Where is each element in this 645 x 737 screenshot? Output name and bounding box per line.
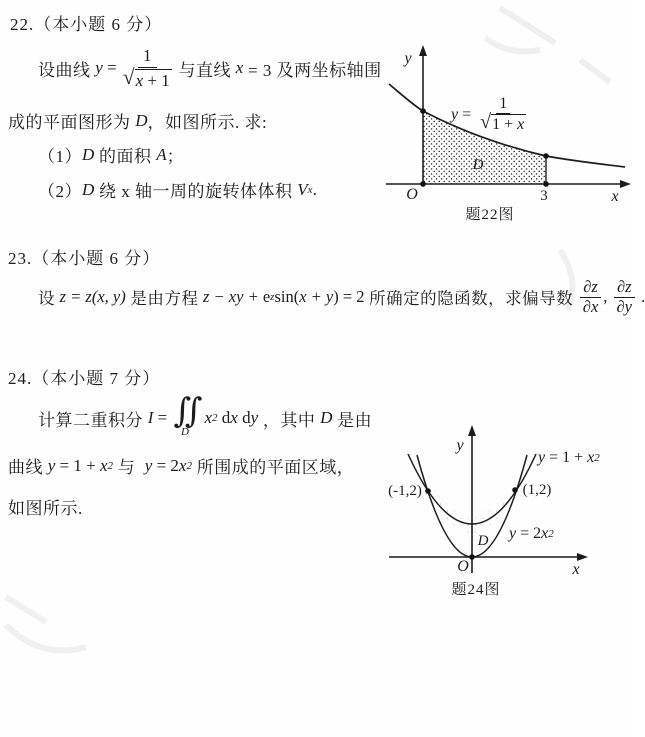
point-on-curve-x-3 xyxy=(543,153,549,159)
text-run: 的面积 xyxy=(94,147,157,166)
var-x: x xyxy=(135,70,144,90)
figure-24-caption: 题24图 xyxy=(451,582,501,598)
text-run: 所确定的隐函数，求偏导数 xyxy=(364,289,578,308)
equals-1-plus: = 1 + xyxy=(545,449,588,466)
var-D: D xyxy=(135,110,148,130)
text-run: 计算二重积分 xyxy=(38,410,148,430)
tick-label-3: 3 xyxy=(540,188,548,204)
origin-label: O xyxy=(406,186,418,203)
equals-sign: = xyxy=(102,58,121,77)
point-minus1-2 xyxy=(425,488,431,494)
text-run: 成的平面图形为 xyxy=(8,113,136,132)
text-run: ，其中 xyxy=(258,410,321,430)
equals-1-plus: = 1 + xyxy=(55,455,100,475)
var-D: D xyxy=(82,144,95,164)
var-x: x xyxy=(178,455,187,475)
differential-d: d xyxy=(217,408,231,427)
subscript-x: x xyxy=(307,183,313,196)
text-run: ，如图所示. 求: xyxy=(147,113,268,132)
equals-2: = 2 xyxy=(152,455,179,475)
x-axis-label: x xyxy=(572,561,580,578)
text-run: 是由方程 xyxy=(125,289,203,308)
var-y: y xyxy=(47,455,56,475)
superscript-2: 2 xyxy=(594,452,600,464)
text-run: 与直线 xyxy=(173,60,236,80)
y-axis-label: y xyxy=(456,437,464,454)
problem-22-heading: 22.（本小题 6 分） xyxy=(10,15,163,34)
x-axis-arrow xyxy=(620,180,631,188)
var-y: y xyxy=(509,525,517,542)
origin-label: O xyxy=(457,558,469,575)
math-z-minus-xy-plus: z − xy + xyxy=(203,287,263,306)
x-axis-label: x xyxy=(611,188,619,205)
equals-2: = 2 xyxy=(516,525,542,542)
text-run: 设曲线 xyxy=(38,60,96,80)
superscript-2: 2 xyxy=(107,459,114,472)
partial-dz-dy xyxy=(614,278,635,317)
text-run: ； xyxy=(166,147,185,166)
var-V: V xyxy=(297,179,308,199)
text-run: 曲线 xyxy=(8,458,48,477)
problem-24-line-3: 如图所示. xyxy=(8,499,83,518)
var-y: y xyxy=(538,449,546,466)
problem-23-line xyxy=(38,272,645,322)
partial-numerator: ∂z xyxy=(614,278,635,298)
var-x: x xyxy=(204,408,213,427)
radicand-rest: 1 + xyxy=(492,116,518,134)
y-axis-label: y xyxy=(404,50,412,67)
problem-24-line-2 xyxy=(8,453,354,478)
var-x: x xyxy=(541,525,549,542)
var-x: x xyxy=(517,116,525,134)
problem-23-heading: 23.（本小题 6 分） xyxy=(8,249,161,268)
figure-24-equation-outer xyxy=(538,449,600,467)
var-x: x xyxy=(99,455,108,475)
fraction-numerator: 1 xyxy=(138,46,157,68)
problem-22-item-2 xyxy=(38,177,317,202)
region-D-label: D xyxy=(477,533,489,549)
problem-24-line-1 xyxy=(38,390,372,446)
radical xyxy=(480,111,526,134)
math-equals-2: ) = 2 xyxy=(333,287,365,306)
var-I: I xyxy=(147,408,154,427)
text-run: 设 xyxy=(38,289,60,308)
double-integral-glyph: ∬ xyxy=(173,392,203,430)
text-run: 所围成的平面区域， xyxy=(191,458,355,477)
integral-domain-D: D xyxy=(181,426,189,439)
var-x: x xyxy=(230,408,238,427)
problem-22-line-2 xyxy=(8,108,267,133)
fraction-numerator: 1 xyxy=(496,95,510,114)
x-axis-arrow xyxy=(577,553,588,561)
superscript-2: 2 xyxy=(548,528,554,540)
superscript-2: 2 xyxy=(186,459,192,472)
y-axis-arrow xyxy=(468,425,476,436)
partial-numerator: ∂z xyxy=(580,278,601,298)
differential-d: d xyxy=(237,408,251,427)
figure-22 xyxy=(383,45,633,230)
point-label-1-2: (1,2) xyxy=(522,482,552,498)
fraction-1-over-sqrt-1-plus-x xyxy=(477,95,529,135)
period: . xyxy=(637,287,645,306)
point-origin xyxy=(420,181,426,187)
item-number: （2） xyxy=(38,182,82,201)
y-axis-arrow xyxy=(419,45,427,56)
figure-22-equation xyxy=(451,95,531,135)
partial-dz-dx xyxy=(580,278,601,317)
point-1-2 xyxy=(512,487,518,493)
period: . xyxy=(312,179,317,199)
var-y: y xyxy=(250,408,259,427)
problem-22-line-1 xyxy=(38,42,382,94)
euler-e: e xyxy=(262,287,271,306)
partial-denominator: ∂y xyxy=(616,296,633,316)
radical-sign: √ xyxy=(480,111,492,134)
var-x: x xyxy=(587,449,595,466)
text-run: 与 xyxy=(113,458,145,477)
radicand-rest: + 1 xyxy=(143,70,170,90)
point-origin xyxy=(469,554,475,560)
equals-sign: = xyxy=(458,105,476,123)
figure-22-caption: 题22图 xyxy=(465,207,515,223)
superscript-z: z xyxy=(270,291,275,303)
math-x-plus-y: x + y xyxy=(299,287,334,306)
point-3-0 xyxy=(543,181,549,187)
text-run: = 3 及两坐标轴围 xyxy=(243,60,382,80)
sin-function: sin( xyxy=(274,287,300,306)
var-y: y xyxy=(144,455,153,475)
var-x: x xyxy=(235,58,244,77)
var-y: y xyxy=(451,105,459,123)
var-y: y xyxy=(95,58,103,77)
text-run: 绕 x 轴一周的旋转体体积 xyxy=(94,182,298,201)
equals-sign: = xyxy=(153,408,172,427)
problem-24-heading: 24.（本小题 7 分） xyxy=(8,369,161,388)
figure-24-equation-inner xyxy=(509,525,554,543)
point-0-1 xyxy=(420,108,426,114)
var-A: A xyxy=(156,144,167,164)
var-D: D xyxy=(82,179,95,199)
fraction-1-over-sqrt-x-plus-1 xyxy=(123,46,172,90)
superscript-2: 2 xyxy=(212,412,218,424)
item-number: （1） xyxy=(38,147,82,166)
math-z-equals-z-x-y: z = z(x, y) xyxy=(59,287,126,306)
double-integral xyxy=(173,392,203,439)
region-D-label: D xyxy=(472,157,484,173)
comma: , xyxy=(603,287,612,306)
partial-denominator: ∂x xyxy=(582,296,599,316)
var-D: D xyxy=(320,408,333,427)
radical-sign: √ xyxy=(122,64,135,89)
point-label-minus1-2: (-1,2) xyxy=(388,483,422,499)
radical xyxy=(122,64,172,91)
problem-22-item-1 xyxy=(38,142,184,167)
figure-24 xyxy=(383,425,633,605)
text-run: 是由 xyxy=(332,410,373,430)
